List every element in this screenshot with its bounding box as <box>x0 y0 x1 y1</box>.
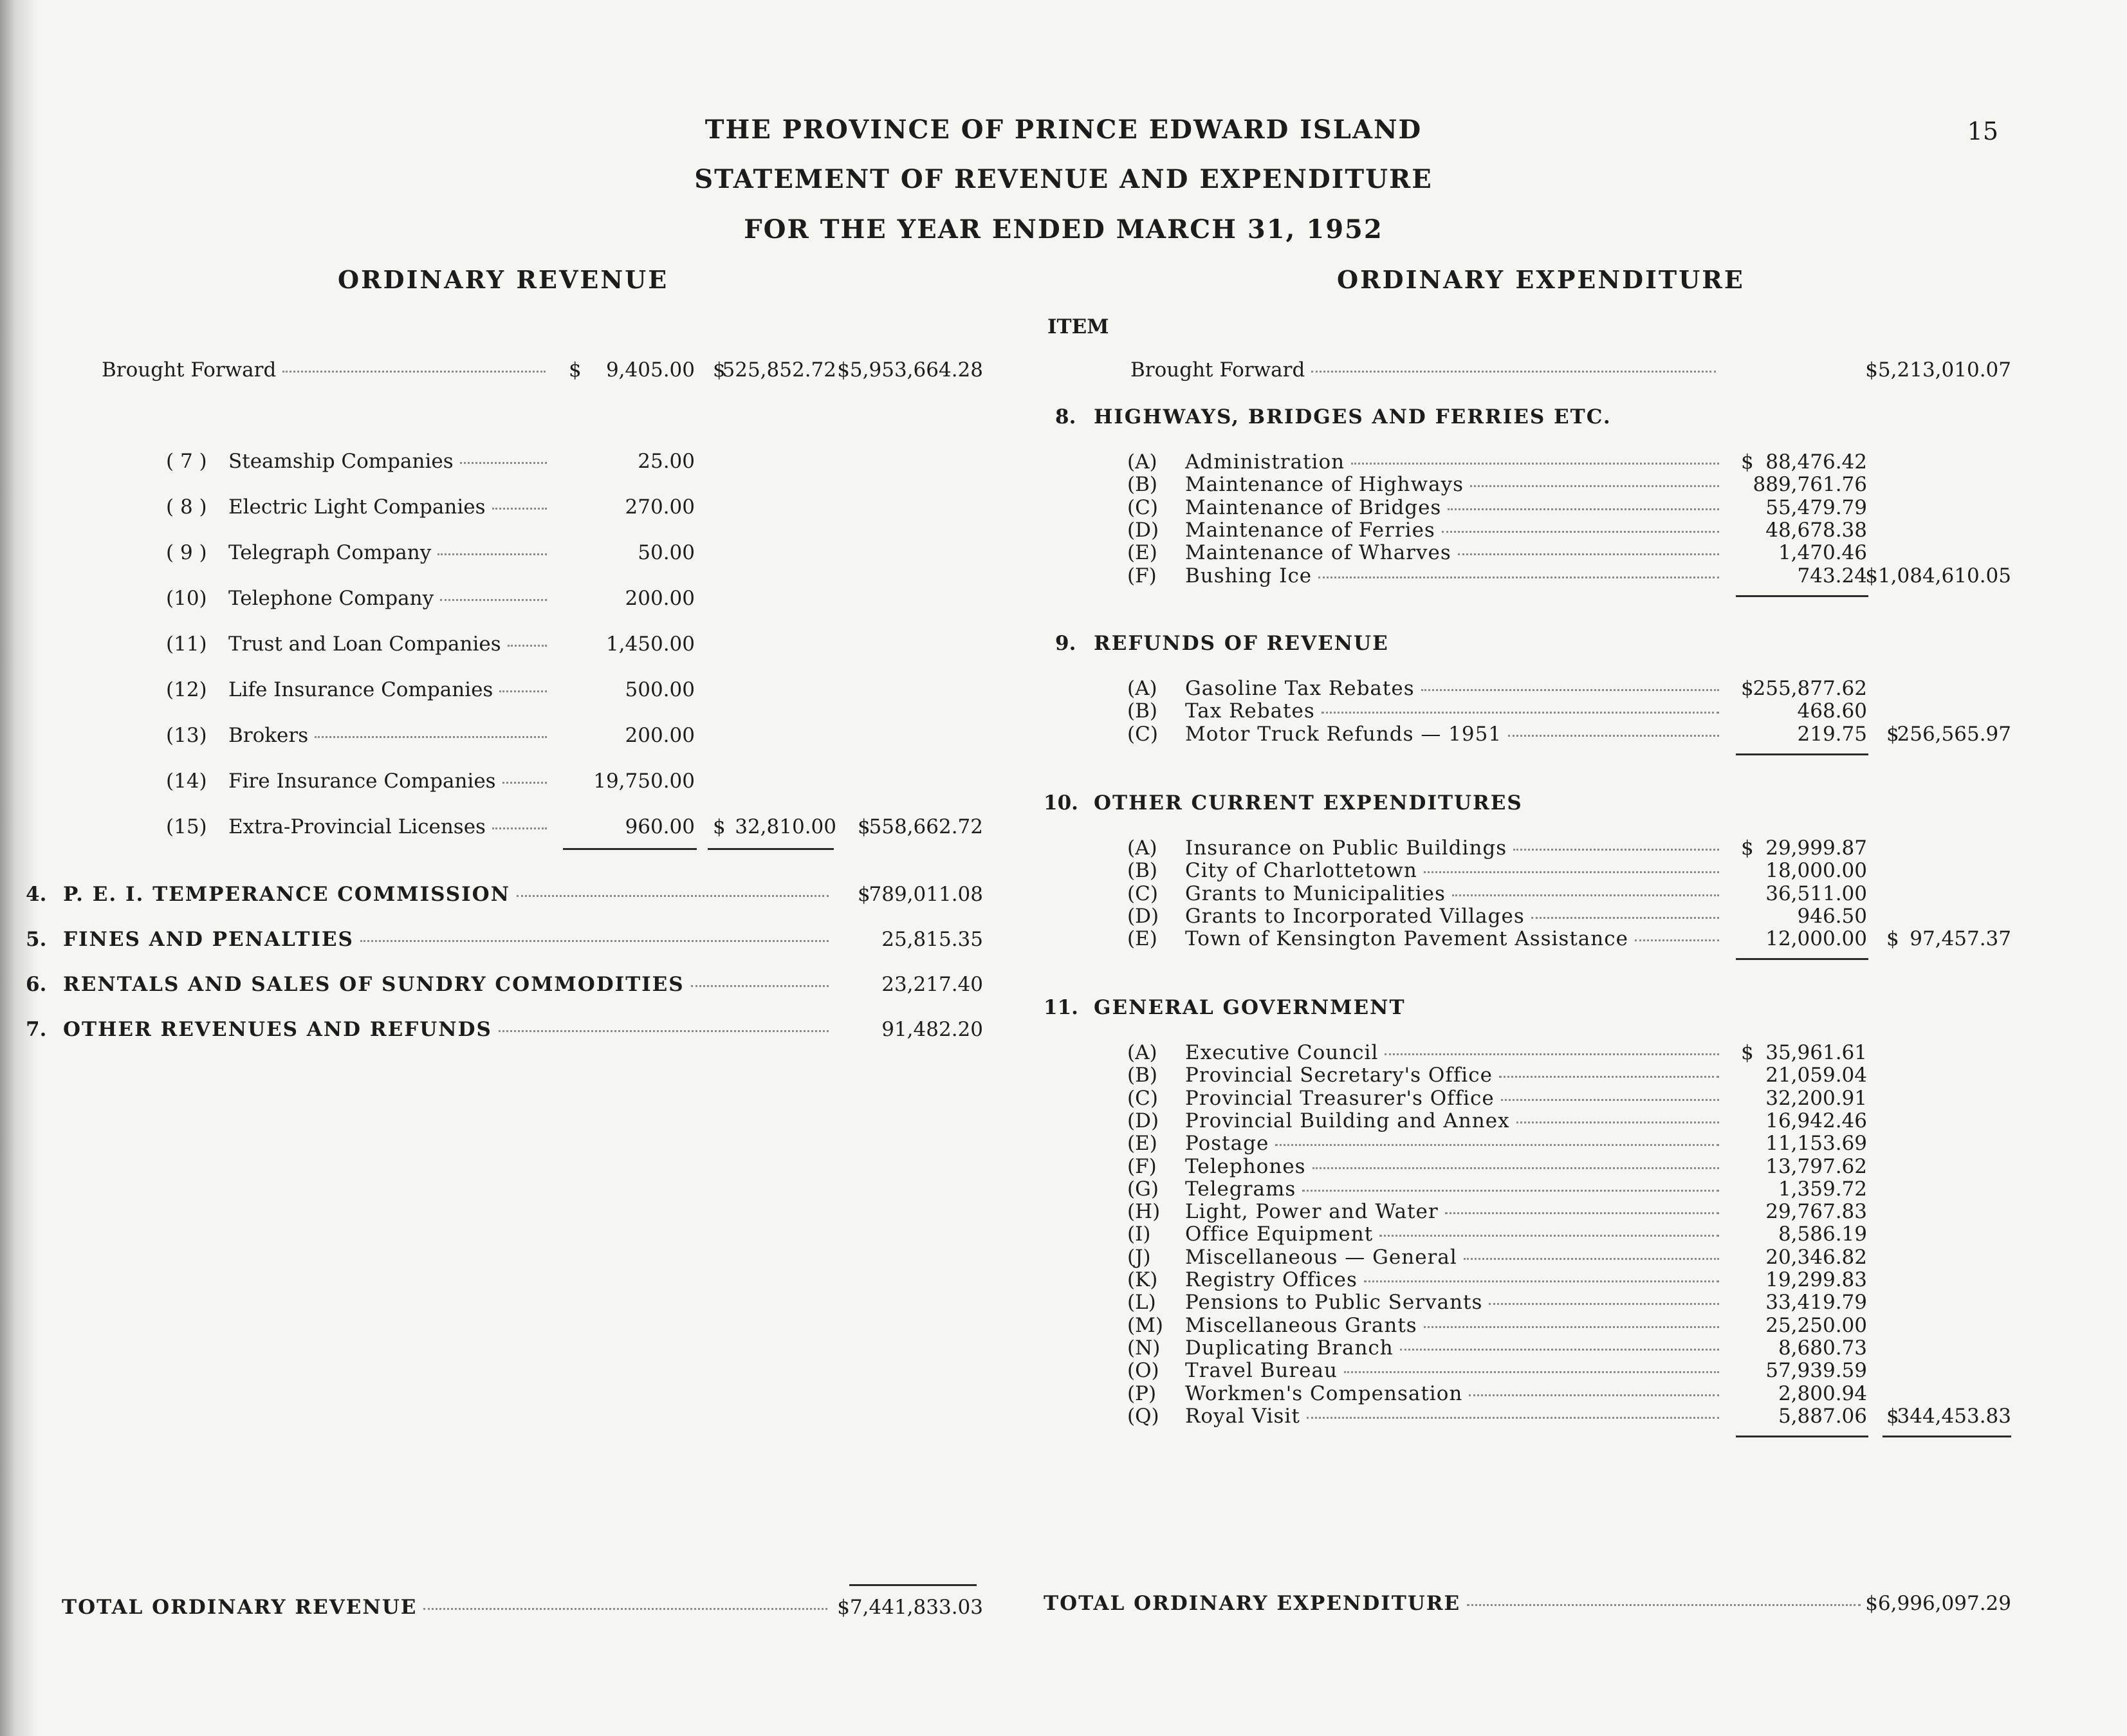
dot-leader <box>1501 1099 1719 1101</box>
expenditure-group-number: 11. <box>1044 996 1078 1019</box>
expenditure-item-amount: 48,678.38 <box>1765 519 1867 542</box>
expenditure-item-label: Travel Bureau <box>1185 1359 1338 1382</box>
expenditure-item-row <box>1185 1109 1726 1132</box>
expenditure-heading: ORDINARY EXPENDITURE <box>1337 265 1745 294</box>
expenditure-item-letter: (A) <box>1127 1041 1157 1064</box>
expenditure-item-letter: (F) <box>1127 564 1157 587</box>
revenue-item-number: (11) <box>166 633 207 656</box>
revenue-item-row <box>228 724 553 747</box>
expenditure-item-label: Pensions to Public Servants <box>1185 1291 1483 1314</box>
dot-leader <box>1467 1604 1861 1606</box>
total-ordinary-expenditure <box>1044 1592 1867 1615</box>
revenue-item-label: Steamship Companies <box>228 450 454 473</box>
expenditure-item-row <box>1185 836 1726 860</box>
expenditure-item-letter: (J) <box>1127 1246 1151 1269</box>
expenditure-item-letter: (I) <box>1127 1223 1151 1246</box>
dot-leader <box>1400 1349 1719 1351</box>
expenditure-item-letter: (B) <box>1127 473 1157 496</box>
expenditure-item-amount: 13,797.62 <box>1765 1155 1867 1178</box>
expenditure-item-label: Royal Visit <box>1185 1405 1300 1428</box>
expenditure-item-row <box>1185 1223 1726 1246</box>
dot-leader <box>1489 1303 1719 1305</box>
dot-leader <box>423 1608 827 1610</box>
expenditure-item-letter: (P) <box>1127 1382 1157 1405</box>
dot-leader <box>1516 1122 1719 1123</box>
page-number: 15 <box>1967 117 1998 145</box>
expenditure-item-row <box>1185 564 1726 587</box>
expenditure-item-row <box>1185 1314 1726 1337</box>
expenditure-item-label: Maintenance of Ferries <box>1185 519 1435 542</box>
revenue-subtotal: 32,810.00 <box>735 815 836 838</box>
expenditure-group-title: REFUNDS OF REVENUE <box>1094 632 1389 655</box>
dot-leader <box>360 940 829 942</box>
expenditure-item-letter: (B) <box>1127 1064 1157 1087</box>
revenue-section-label: FINES AND PENALTIES <box>63 928 354 951</box>
expenditure-item-letter: (M) <box>1127 1314 1163 1337</box>
revenue-section-number: 7. <box>26 1018 47 1041</box>
dot-leader <box>1302 1190 1719 1192</box>
expenditure-item-row <box>1185 699 1726 723</box>
expenditure-item-letter: (F) <box>1127 1155 1157 1178</box>
expenditure-item-label: Miscellaneous Grants <box>1185 1314 1417 1337</box>
dot-leader <box>1312 1167 1719 1169</box>
brought-forward-col1: 9,405.00 <box>605 358 695 382</box>
expenditure-group-title: GENERAL GOVERNMENT <box>1094 996 1406 1019</box>
revenue-item-amount: 50.00 <box>638 541 695 564</box>
expenditure-item-amount: 36,511.00 <box>1765 882 1867 905</box>
expenditure-item-label: Tax Rebates <box>1185 699 1315 723</box>
revenue-item-row <box>228 450 553 473</box>
expenditure-item-row <box>1185 496 1726 519</box>
revenue-section-amount: 23,217.40 <box>881 973 983 996</box>
revenue-item-label: Telegraph Company <box>228 541 432 564</box>
dollar-sign: $ <box>1741 1041 1754 1064</box>
expenditure-item-amount: 8,586.19 <box>1778 1223 1867 1246</box>
revenue-item-amount: 1,450.00 <box>605 633 695 656</box>
expenditure-item-letter: (N) <box>1127 1336 1161 1360</box>
expenditure-item-amount: 889,761.76 <box>1753 473 1867 496</box>
expenditure-item-letter: (L) <box>1127 1291 1156 1314</box>
revenue-heading: ORDINARY REVENUE <box>338 265 669 294</box>
expenditure-item-amount: 8,680.73 <box>1778 1336 1867 1360</box>
expenditure-item-row <box>1185 1132 1726 1155</box>
rule <box>1736 1436 1868 1437</box>
revenue-item-amount: 270.00 <box>625 495 695 519</box>
expenditure-item-row <box>1185 677 1726 700</box>
expenditure-item-label: Miscellaneous — General <box>1185 1246 1457 1269</box>
dot-leader <box>517 895 829 897</box>
expenditure-item-label: Office Equipment <box>1185 1223 1374 1246</box>
revenue-item-label: Electric Light Companies <box>228 495 486 519</box>
expenditure-item-label: Duplicating Branch <box>1185 1336 1394 1360</box>
expenditure-item-row <box>1185 1291 1726 1314</box>
expenditure-item-row <box>1185 1268 1726 1291</box>
revenue-section-amount: 91,482.20 <box>881 1018 983 1041</box>
dollar-sign: $ <box>1886 927 1899 950</box>
expenditure-group-title: HIGHWAYS, BRIDGES AND FERRIES ETC. <box>1094 405 1612 429</box>
dot-leader <box>460 462 547 464</box>
dot-leader <box>1351 463 1719 465</box>
expenditure-group-number: 8. <box>1055 405 1076 429</box>
expenditure-item-row <box>1185 1382 1726 1405</box>
expenditure-group-total: 97,457.37 <box>1910 927 2011 950</box>
revenue-item-amount: 960.00 <box>625 815 695 838</box>
expenditure-group-total: 344,453.83 <box>1897 1405 2011 1428</box>
expenditure-item-row <box>1185 1155 1726 1178</box>
dollar-sign: $ <box>1741 836 1754 860</box>
revenue-item-number: ( 7 ) <box>166 450 207 473</box>
dot-leader <box>1513 849 1719 851</box>
expenditure-item-letter: (G) <box>1127 1177 1159 1201</box>
total-expenditure-amount: $6,996,097.29 <box>1865 1592 2011 1615</box>
revenue-section-amount: 789,011.08 <box>869 883 983 906</box>
expenditure-item-letter: (C) <box>1127 496 1158 519</box>
expenditure-item-amount: 1,359.72 <box>1778 1177 1867 1201</box>
dot-leader <box>1275 1144 1719 1146</box>
expenditure-item-row <box>1185 1200 1726 1223</box>
expenditure-brought-forward-amount: $5,213,010.07 <box>1865 358 2011 382</box>
dollar-sign: $ <box>569 358 582 382</box>
expenditure-item-letter: (A) <box>1127 677 1157 700</box>
rule <box>1883 1436 2011 1437</box>
expenditure-item-label: Workmen's Compensation <box>1185 1382 1463 1405</box>
expenditure-item-amount: 32,200.91 <box>1765 1087 1867 1110</box>
revenue-section-label: OTHER REVENUES AND REFUNDS <box>63 1018 492 1041</box>
expenditure-item-amount: 11,153.69 <box>1765 1132 1867 1155</box>
revenue-section-row <box>63 973 835 996</box>
expenditure-item-label: Provincial Secretary's Office <box>1185 1064 1493 1087</box>
expenditure-item-letter: (Q) <box>1127 1405 1159 1428</box>
expenditure-item-row <box>1185 1405 1726 1428</box>
revenue-item-number: (13) <box>166 724 207 747</box>
rule <box>849 1584 977 1586</box>
dot-leader <box>1448 508 1719 510</box>
expenditure-item-amount: 946.50 <box>1797 905 1867 928</box>
expenditure-group-number: 10. <box>1044 791 1078 815</box>
expenditure-item-letter: (E) <box>1127 927 1157 950</box>
expenditure-item-amount: 5,887.06 <box>1778 1405 1867 1428</box>
expenditure-item-amount: 25,250.00 <box>1765 1314 1867 1337</box>
dot-leader <box>1442 531 1719 533</box>
revenue-section-label: RENTALS AND SALES OF SUNDRY COMMODITIES <box>63 973 685 996</box>
expenditure-item-letter: (H) <box>1127 1200 1161 1223</box>
revenue-section-number: 5. <box>26 928 47 951</box>
expenditure-item-amount: 55,479.79 <box>1765 496 1867 519</box>
expenditure-item-label: Telegrams <box>1185 1177 1296 1201</box>
dot-leader <box>499 690 547 692</box>
expenditure-item-letter: (E) <box>1127 1132 1157 1155</box>
dot-leader <box>1531 917 1719 919</box>
dot-leader <box>1421 689 1719 691</box>
item-column-label: ITEM <box>1047 315 1109 338</box>
expenditure-brought-forward <box>1130 358 1722 382</box>
revenue-section-label: P. E. I. TEMPERANCE COMMISSION <box>63 883 511 906</box>
expenditure-item-label: Town of Kensington Pavement Assistance <box>1185 927 1628 950</box>
expenditure-item-label: City of Charlottetown <box>1185 859 1417 882</box>
dollar-sign: $ <box>1886 1405 1899 1428</box>
expenditure-item-amount: 20,346.82 <box>1765 1246 1867 1269</box>
total-revenue-amount: $7,441,833.03 <box>837 1596 983 1619</box>
expenditure-item-amount: 21,059.04 <box>1765 1064 1867 1087</box>
expenditure-item-amount: 29,767.83 <box>1765 1200 1867 1223</box>
title-line-1: THE PROVINCE OF PRINCE EDWARD ISLAND <box>704 115 1423 145</box>
revenue-item-label: Life Insurance Companies <box>228 678 493 701</box>
expenditure-item-label: Registry Offices <box>1185 1268 1358 1291</box>
dot-leader <box>1452 894 1719 896</box>
expenditure-item-row <box>1185 1246 1726 1269</box>
dot-leader <box>440 599 547 601</box>
expenditure-item-row <box>1185 927 1726 950</box>
revenue-brought-forward <box>102 358 552 382</box>
revenue-item-amount: 25.00 <box>638 450 695 473</box>
expenditure-item-letter: (B) <box>1127 699 1157 723</box>
dot-leader <box>1307 1417 1719 1419</box>
dot-leader <box>492 827 547 829</box>
expenditure-item-label: Bushing Ice <box>1185 564 1312 587</box>
dot-leader <box>1385 1053 1719 1055</box>
expenditure-item-row <box>1185 723 1726 746</box>
dot-leader <box>1458 553 1719 555</box>
brought-forward-col3: $5,953,664.28 <box>837 358 983 382</box>
revenue-section-row <box>63 883 835 906</box>
expenditure-group-number: 9. <box>1055 632 1076 655</box>
dot-leader <box>492 508 547 510</box>
expenditure-item-amount: 18,000.00 <box>1765 859 1867 882</box>
revenue-section-number: 6. <box>26 973 47 996</box>
revenue-section-row <box>63 928 835 951</box>
expenditure-item-row <box>1185 1041 1726 1064</box>
dot-leader <box>1364 1280 1719 1282</box>
expenditure-item-amount: 468.60 <box>1797 699 1867 723</box>
expenditure-item-amount: 33,419.79 <box>1765 1291 1867 1314</box>
dollar-sign: $ <box>1741 677 1754 700</box>
dot-leader <box>1464 1258 1719 1260</box>
dot-leader <box>1499 1076 1719 1078</box>
total-revenue-label: TOTAL ORDINARY REVENUE <box>62 1596 418 1619</box>
expenditure-item-amount: 88,476.42 <box>1765 450 1867 474</box>
expenditure-item-letter: (A) <box>1127 450 1157 474</box>
expenditure-item-letter: (D) <box>1127 905 1159 928</box>
dot-leader <box>282 371 546 373</box>
title-line-3: FOR THE YEAR ENDED MARCH 31, 1952 <box>744 214 1383 245</box>
expenditure-item-letter: (E) <box>1127 541 1157 564</box>
dot-leader <box>1445 1212 1719 1214</box>
dot-leader <box>1379 1235 1719 1237</box>
expenditure-item-label: Telephones <box>1185 1155 1306 1178</box>
revenue-item-number: (15) <box>166 815 207 838</box>
dot-leader <box>508 645 547 647</box>
revenue-item-row <box>228 770 553 793</box>
expenditure-item-label: Maintenance of Bridges <box>1185 496 1442 519</box>
expenditure-item-row <box>1185 882 1726 905</box>
brought-forward-label: Brought Forward <box>102 358 277 382</box>
expenditure-item-amount: 57,939.59 <box>1765 1359 1867 1382</box>
expenditure-item-letter: (C) <box>1127 882 1158 905</box>
expenditure-item-label: Maintenance of Highways <box>1185 473 1464 496</box>
expenditure-item-amount: 1,470.46 <box>1778 541 1867 564</box>
expenditure-item-amount: 255,877.62 <box>1753 677 1867 700</box>
expenditure-item-amount: 16,942.46 <box>1765 1109 1867 1132</box>
expenditure-item-row <box>1185 1064 1726 1087</box>
brought-forward-col2: 525,852.72 <box>722 358 836 382</box>
expenditure-item-row <box>1185 1087 1726 1110</box>
revenue-item-number: (12) <box>166 678 207 701</box>
expenditure-item-letter: (C) <box>1127 723 1158 746</box>
dot-leader <box>1344 1371 1719 1373</box>
revenue-item-row <box>228 633 553 656</box>
dot-leader <box>502 782 547 784</box>
dollar-sign: $ <box>858 815 870 838</box>
revenue-item-label: Extra-Provincial Licenses <box>228 815 486 838</box>
revenue-item-label: Fire Insurance Companies <box>228 770 496 793</box>
expenditure-group-total: 256,565.97 <box>1897 723 2011 746</box>
expenditure-item-row <box>1185 450 1726 474</box>
dot-leader <box>691 985 829 987</box>
expenditure-item-label: Provincial Treasurer's Office <box>1185 1087 1495 1110</box>
revenue-item-label: Trust and Loan Companies <box>228 633 501 656</box>
expenditure-item-letter: (O) <box>1127 1359 1159 1382</box>
rule <box>1736 753 1868 755</box>
expenditure-item-label: Maintenance of Wharves <box>1185 541 1451 564</box>
rule <box>708 848 834 850</box>
dot-leader <box>1424 1326 1719 1328</box>
dot-leader <box>1321 712 1719 714</box>
total-ordinary-revenue <box>62 1596 834 1619</box>
dollar-sign: $ <box>713 815 726 838</box>
expenditure-item-letter: (K) <box>1127 1268 1158 1291</box>
expenditure-item-label: Grants to Incorporated Villages <box>1185 905 1525 928</box>
dollar-sign: $ <box>1741 450 1754 474</box>
brought-forward-label: Brought Forward <box>1130 358 1305 382</box>
revenue-item-amount: 500.00 <box>625 678 695 701</box>
expenditure-item-amount: 12,000.00 <box>1765 927 1867 950</box>
revenue-item-row <box>228 587 553 610</box>
revenue-item-amount: 200.00 <box>625 724 695 747</box>
dot-leader <box>1635 939 1719 941</box>
expenditure-item-row <box>1185 541 1726 564</box>
expenditure-item-label: Light, Power and Water <box>1185 1200 1439 1223</box>
revenue-item-number: ( 9 ) <box>166 541 207 564</box>
dot-leader <box>1508 735 1719 737</box>
revenue-item-row <box>228 541 553 564</box>
expenditure-item-label: Grants to Municipalities <box>1185 882 1446 905</box>
expenditure-item-label: Gasoline Tax Rebates <box>1185 677 1415 700</box>
dot-leader <box>499 1030 829 1032</box>
expenditure-item-row <box>1185 519 1726 542</box>
expenditure-item-row <box>1185 1177 1726 1201</box>
revenue-item-row <box>228 495 553 519</box>
dollar-sign: $ <box>858 883 870 906</box>
expenditure-item-label: Motor Truck Refunds — 1951 <box>1185 723 1502 746</box>
expenditure-item-row <box>1185 1336 1726 1360</box>
revenue-item-amount: 200.00 <box>625 587 695 610</box>
revenue-item-row <box>228 815 553 838</box>
revenue-item-label: Brokers <box>228 724 309 747</box>
expenditure-item-label: Administration <box>1185 450 1345 474</box>
revenue-section-number: 4. <box>26 883 47 906</box>
expenditure-item-amount: 219.75 <box>1797 723 1867 746</box>
dot-leader <box>437 553 547 555</box>
expenditure-item-letter: (C) <box>1127 1087 1158 1110</box>
expenditure-item-amount: 2,800.94 <box>1778 1382 1867 1405</box>
revenue-section-amount: 25,815.35 <box>881 928 983 951</box>
total-expenditure-label: TOTAL ORDINARY EXPENDITURE <box>1044 1592 1461 1615</box>
expenditure-item-row <box>1185 1359 1726 1382</box>
dot-leader <box>1318 577 1719 578</box>
expenditure-group-total: $1,084,610.05 <box>1865 564 2011 587</box>
revenue-item-label: Telephone Company <box>228 587 434 610</box>
rule <box>1736 595 1868 597</box>
revenue-item-number: (10) <box>166 587 207 610</box>
rule <box>563 848 697 850</box>
dollar-sign: $ <box>713 358 726 382</box>
expenditure-item-label: Provincial Building and Annex <box>1185 1109 1510 1132</box>
expenditure-item-label: Executive Council <box>1185 1041 1379 1064</box>
revenue-item-row <box>228 678 553 701</box>
page-binding-shadow <box>0 0 39 1736</box>
expenditure-item-amount: 743.24 <box>1797 564 1867 587</box>
expenditure-item-label: Insurance on Public Buildings <box>1185 836 1507 860</box>
dot-leader <box>1311 371 1716 373</box>
rule <box>1736 958 1868 960</box>
dot-leader <box>315 736 547 738</box>
expenditure-item-amount: 29,999.87 <box>1765 836 1867 860</box>
expenditure-item-letter: (D) <box>1127 519 1159 542</box>
expenditure-item-letter: (B) <box>1127 859 1157 882</box>
expenditure-item-row <box>1185 859 1726 882</box>
revenue-item-amount: 19,750.00 <box>593 770 695 793</box>
title-line-2: STATEMENT OF REVENUE AND EXPENDITURE <box>694 164 1433 194</box>
expenditure-item-row <box>1185 905 1726 928</box>
expenditure-item-amount: 35,961.61 <box>1765 1041 1867 1064</box>
revenue-item-number: (14) <box>166 770 207 793</box>
expenditure-item-label: Postage <box>1185 1132 1269 1155</box>
expenditure-item-row <box>1185 473 1726 496</box>
dot-leader <box>1424 871 1719 873</box>
expenditure-item-letter: (A) <box>1127 836 1157 860</box>
dot-leader <box>1470 485 1719 487</box>
expenditure-item-amount: 19,299.83 <box>1765 1268 1867 1291</box>
revenue-section-row <box>63 1018 835 1041</box>
revenue-group-total: 558,662.72 <box>869 815 983 838</box>
dot-leader <box>1469 1394 1719 1396</box>
revenue-item-number: ( 8 ) <box>166 495 207 519</box>
expenditure-item-letter: (D) <box>1127 1109 1159 1132</box>
expenditure-group-title: OTHER CURRENT EXPENDITURES <box>1094 791 1523 815</box>
dollar-sign: $ <box>1886 723 1899 746</box>
